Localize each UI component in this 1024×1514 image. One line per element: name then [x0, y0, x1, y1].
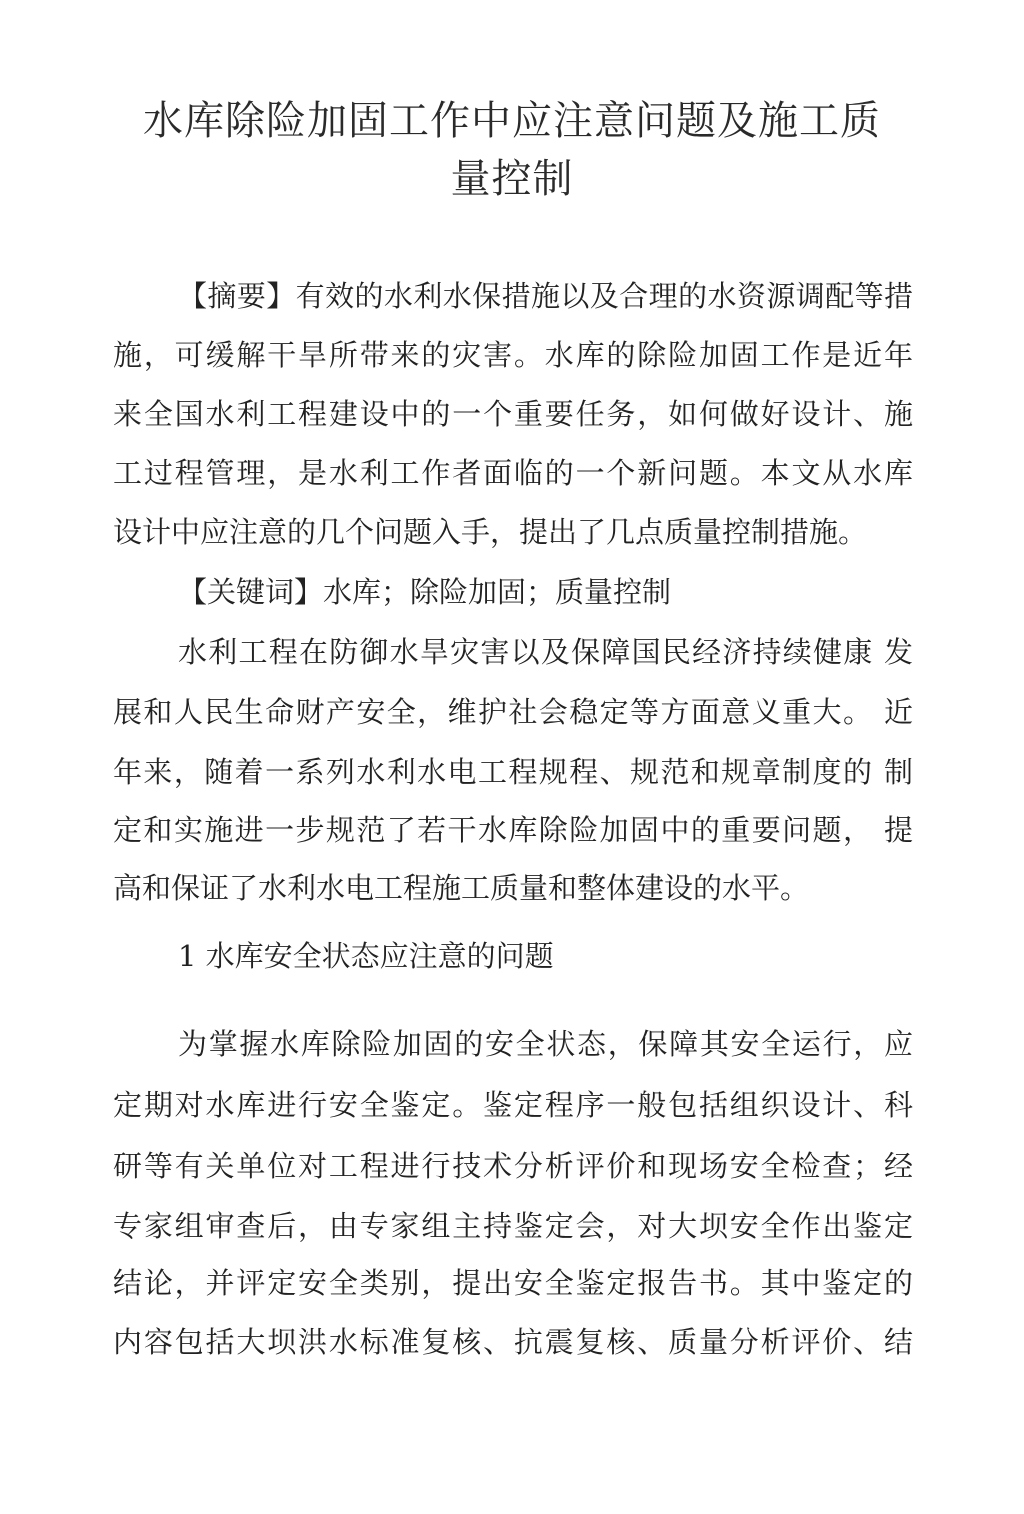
document-title: [110, 92, 914, 208]
intro-line-2: 展和人民生命财产安全，维护社会稳定等方面意义重大。 近: [113, 695, 913, 729]
intro-line-5: 高和保证了水利水电工程施工质量和整体建设的水平。: [113, 871, 810, 905]
section1-line-1: 为掌握水库除险加固的安全状态，保障其安全运行，应: [178, 1027, 913, 1061]
abstract-line-1: 【摘要】有效的水利水保措施以及合理的水资源调配等措: [178, 279, 913, 313]
title-line-1: 水库除险加固工作中应注意问题及施工质: [143, 98, 881, 144]
abstract-line-3: 来全国水利工程建设中的一个重要任务，如何做好设计、施: [113, 397, 913, 431]
abstract-line-5: 设计中应注意的几个问题入手，提出了几点质量控制措施。: [113, 515, 868, 549]
section1-line-2: 定期对水库进行安全鉴定。鉴定程序一般包括组织设计、科: [113, 1088, 913, 1122]
section1-line-3: 研等有关单位对工程进行技术分析评价和现场安全检查；经: [113, 1149, 913, 1183]
abstract-line-2: 施，可缓解干旱所带来的灾害。水库的除险加固工作是近年: [113, 338, 913, 372]
keywords-line: 【关键词】水库；除险加固；质量控制: [178, 575, 672, 609]
section1-line-5: 结论，并评定安全类别，提出安全鉴定报告书。其中鉴定的: [113, 1266, 913, 1300]
intro-line-1: 水利工程在防御水旱灾害以及保障国民经济持续健康 发: [178, 635, 913, 669]
title-line-2: 量控制: [450, 156, 574, 202]
intro-line-4: 定和实施进一步规范了若干水库除险加固中的重要问题， 提: [113, 813, 913, 847]
section1-line-4: 专家组审查后，由专家组主持鉴定会，对大坝安全作出鉴定: [113, 1209, 913, 1243]
abstract-line-4: 工过程管理，是水利工作者面临的一个新问题。本文从水库: [113, 456, 913, 490]
section1-line-6: 内容包括大坝洪水标准复核、抗震复核、质量分析评价、结: [113, 1325, 913, 1359]
section-heading: 1 水库安全状态应注意的问题: [178, 939, 554, 973]
intro-line-3: 年来，随着一系列水利水电工程规程、规范和规章制度的 制: [113, 755, 913, 789]
